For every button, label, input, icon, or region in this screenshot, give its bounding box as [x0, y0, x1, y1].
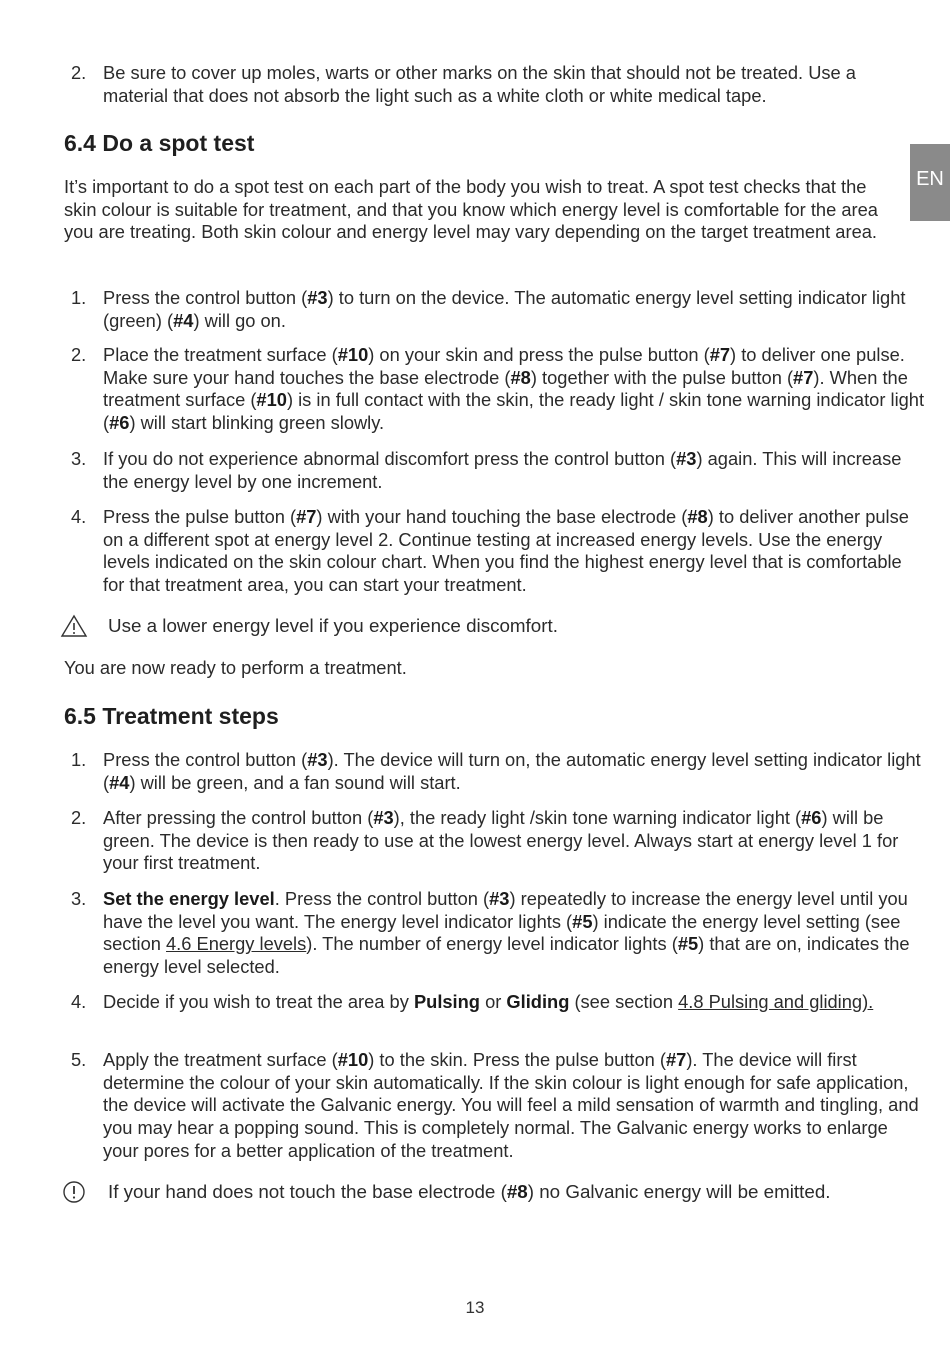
list-item: 2. Be sure to cover up moles, warts or other marks on the skin that should not be treated. Use a material that does not absorb the light such as a white cloth or white medical tape.: [71, 62, 856, 106]
language-tab: [910, 144, 950, 221]
warning-text: Use a lower energy level if you experience discomfort.: [108, 615, 558, 636]
ready-text: You are now ready to perform a treatment.: [64, 657, 407, 678]
language-label: EN: [916, 168, 944, 190]
list-item: 2. Place the treatment surface (#10) on your skin and press the pulse button (#7) to deliver one pulse. Make sure your hand touches the base electrode (#8) together with the pulse button (#7). When the treatment surface (#10) is in full contact with the skin, the ready light / skin tone warning indicator light (#6) will start blinking green slowly.: [71, 344, 925, 434]
section-intro: It’s important to do a spot test on each part of the body you wish to treat. A spot test checks that the skin colour is suitable for treatment, and that you know which energy level is comfortable for the area you are treating. Both skin colour and energy level may vary depending on the target treatment area.: [64, 176, 878, 243]
section-link-4-6[interactable]: 4.6 Energy levels: [166, 933, 307, 955]
section-link-4-8[interactable]: 4.8 Pulsing and gliding).: [678, 991, 874, 1012]
exclamation-circle-icon: [60, 1180, 88, 1204]
list-item: 2. After pressing the control button (#3), the ready light /skin tone warning indicator light (#6) will be green. The device is then ready to use at the lowest energy level. Always start at energy level 1 for your first treatment.: [71, 807, 899, 874]
list-item: 4. Press the pulse button (#7) with your hand touching the base electrode (#8) to deliver another pulse on a different spot at energy level 2. Continue testing at increased energy levels. Use the energy levels indicated on the skin colour chart. When you find the highest energy level that is comfortable for that treatment area, you can start your treatment.: [71, 506, 909, 596]
page-number: 13: [465, 1298, 485, 1317]
list-item: 1. Press the control button (#3). The device will turn on, the automatic energy level setting indicator light (#4) will be green, and a fan sound will start.: [71, 749, 921, 793]
list-item: 3. If you do not experience abnormal discomfort press the control button (#3) again. This will increase the energy level by one increment.: [71, 448, 902, 492]
section-heading-6-5: 6.5 Treatment steps: [64, 703, 279, 729]
list-item: 1. Press the control button (#3) to turn on the device. The automatic energy level setting indicator light (green) (#4) will go on.: [71, 287, 906, 331]
list-item: 4. Decide if you wish to treat the area by Pulsing or Gliding (see section 4.8 Pulsing and gliding).: [71, 991, 874, 1012]
warning-triangle-icon: [60, 614, 88, 638]
list-item: 3. Set the energy level. Press the control button (#3) repeatedly to increase the energy level until you have the level you want. The energy level indicator lights (#5) indicate the energy level setting (see section 4.6 Energy levels). The number of energy level indicator lights (#5) that are on, indicates the energy level selected.: [71, 888, 910, 978]
section-heading-6-4: 6.4 Do a spot test: [64, 130, 255, 156]
list-item: 5. Apply the treatment surface (#10) to the skin. Press the pulse button (#7). The device will first determine the colour of your skin automatically. If the skin colour is light enough for safe application, the device will activate the Galvanic energy. You will feel a mild sensation of warmth and tingling, and you may hear a popping sound. This is completely normal. The Galvanic energy works to enlarge your pores for a better application of the treatment.: [71, 1049, 919, 1161]
list-item-text: Be sure to cover up moles, warts or other marks on the skin that should not be treated. Use a material that does not absorb the light such as a white cloth or white medical tape.: [103, 62, 856, 106]
warning-note: [64, 614, 930, 638]
info-note: If your hand does not touch the base electrode (#8) no Galvanic energy will be emitted.: [64, 1180, 930, 1204]
